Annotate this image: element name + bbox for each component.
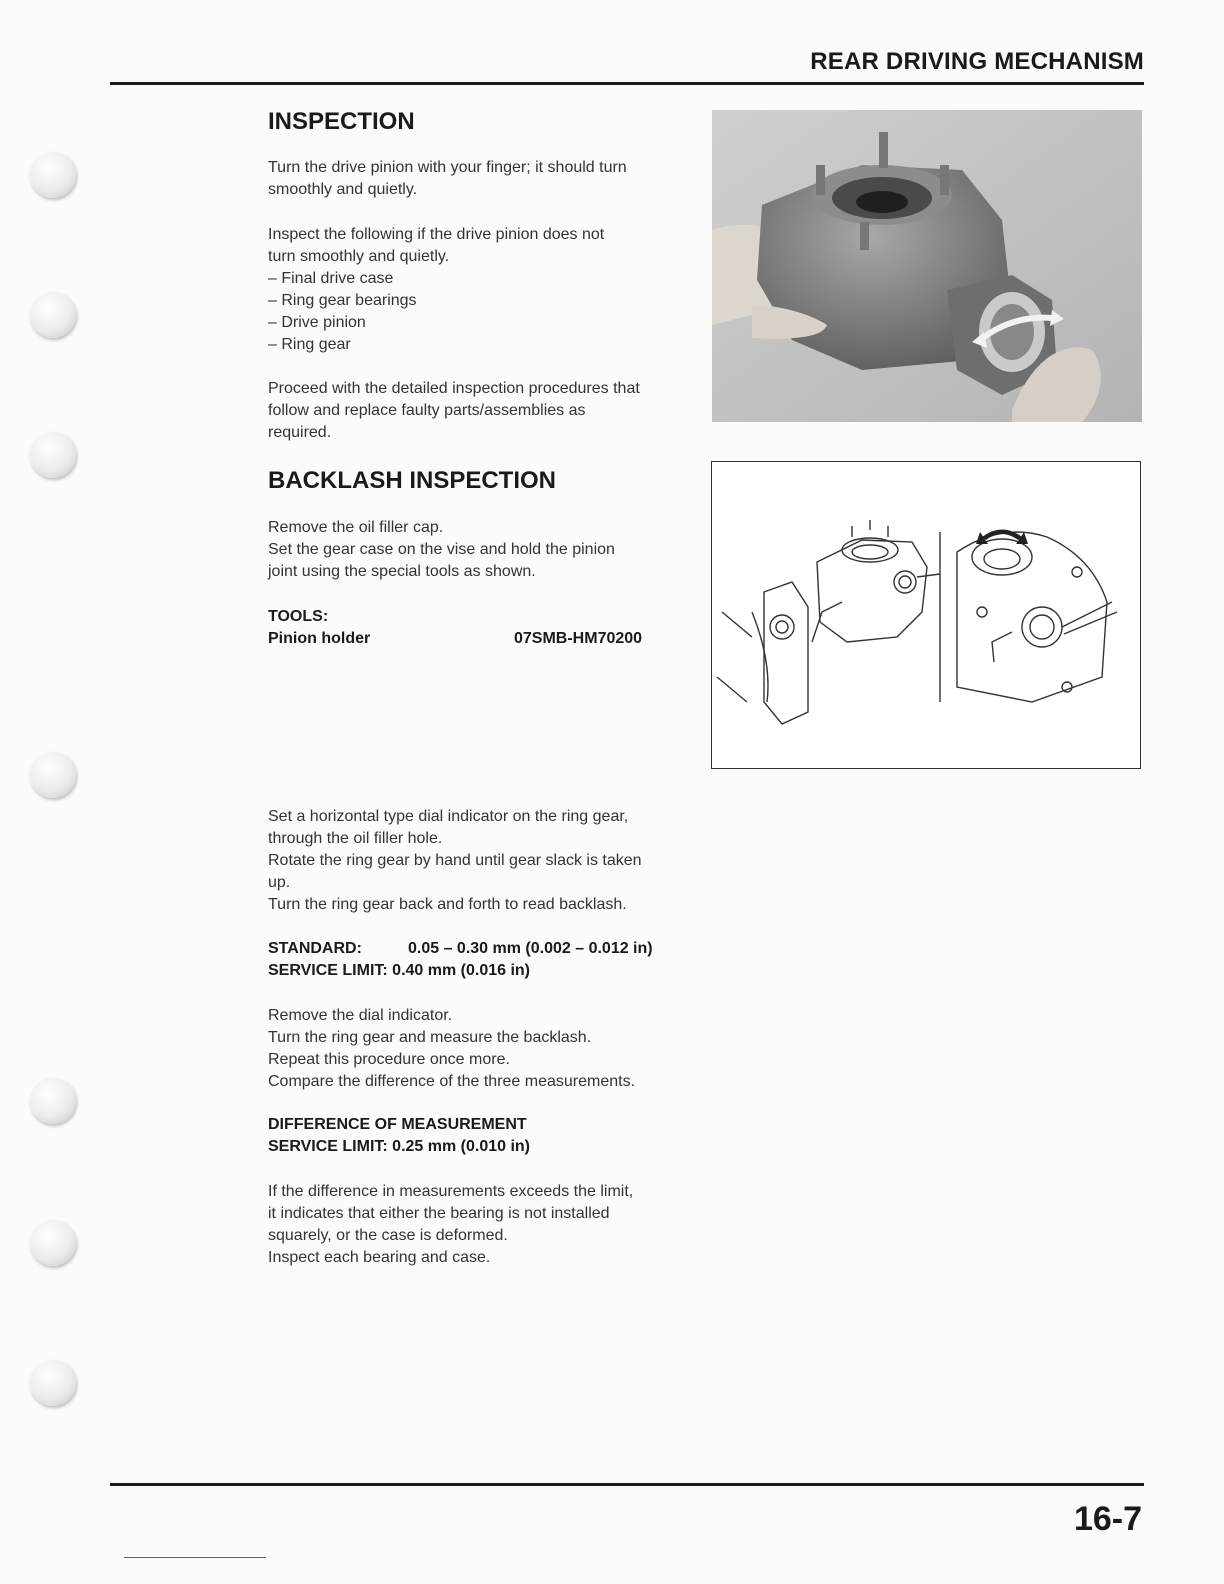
text-line: it indicates that either the bearing is not installed — [268, 1205, 610, 1222]
text-line: Repeat this procedure once more. — [268, 1051, 510, 1068]
difference-title: DIFFERENCE OF MEASUREMENT — [268, 1116, 527, 1133]
text-line: Set a horizontal type dial indicator on the ring gear, — [268, 808, 629, 825]
text-line: Remove the oil filler cap. — [268, 519, 444, 536]
punch-hole-4 — [30, 752, 76, 798]
text-line: up. — [268, 874, 291, 891]
link-underline — [124, 1557, 266, 1558]
inspection-paragraph-1 — [268, 157, 698, 201]
list-item: – Ring gear — [268, 336, 351, 353]
punch-hole-6 — [30, 1220, 76, 1266]
gear-case-photo — [712, 110, 1142, 422]
tool-code: 07SMB-HM70200 — [514, 630, 643, 647]
list-item: – Final drive case — [268, 270, 394, 287]
text-line: smoothly and quietly. — [268, 181, 418, 198]
text-line: required. — [268, 424, 332, 441]
punch-hole-3 — [30, 432, 76, 478]
text-line: Rotate the ring gear by hand until gear slack is taken — [268, 852, 642, 869]
text-line: Remove the dial indicator. — [268, 1007, 453, 1024]
backlash-inspection-diagram — [711, 461, 1141, 769]
punch-hole-1 — [30, 152, 76, 198]
footer-rule — [110, 1483, 1144, 1486]
text-line: Turn the ring gear and measure the backlash. — [268, 1029, 592, 1046]
backlash-paragraph-2 — [268, 806, 698, 916]
text-line: Inspect the following if the drive pinion does not — [268, 226, 605, 243]
text-line: follow and replace faulty parts/assemblies as — [268, 402, 586, 419]
backlash-paragraph-1 — [268, 517, 698, 583]
inspection-title: INSPECTION — [268, 108, 415, 135]
standard-value: 0.05 – 0.30 mm (0.002 – 0.012 in) — [408, 940, 653, 957]
text-line: Turn the drive pinion with your finger; it should turn — [268, 159, 627, 176]
text-line: turn smoothly and quietly. — [268, 248, 450, 265]
punch-hole-5 — [30, 1078, 76, 1124]
text-line: through the oil filler hole. — [268, 830, 443, 847]
difference-service-limit: SERVICE LIMIT: 0.25 mm (0.010 in) — [268, 1138, 531, 1155]
punch-hole-7 — [30, 1360, 76, 1406]
tool-name: Pinion holder — [268, 630, 371, 647]
text-line: squarely, or the case is deformed. — [268, 1227, 508, 1244]
page-number: 16-7 — [1073, 1500, 1142, 1538]
backlash-paragraph-3 — [268, 1005, 698, 1093]
text-line: Compare the difference of the three measurements. — [268, 1073, 636, 1090]
text-line: If the difference in measurements exceeds the limit, — [268, 1183, 634, 1200]
list-item: – Drive pinion — [268, 314, 366, 331]
list-item: – Ring gear bearings — [268, 292, 417, 309]
backlash-inspection-title: BACKLASH INSPECTION — [268, 467, 557, 494]
service-limit: SERVICE LIMIT: 0.40 mm (0.016 in) — [268, 962, 531, 979]
standard-label: STANDARD: — [268, 940, 362, 957]
punch-hole-2 — [30, 292, 76, 338]
text-line: joint using the special tools as shown. — [268, 563, 536, 580]
text-line: Set the gear case on the vise and hold the pinion — [268, 541, 615, 558]
text-line: Turn the ring gear back and forth to read backlash. — [268, 896, 627, 913]
text-line: Proceed with the detailed inspection procedures that — [268, 380, 640, 397]
text-line: Inspect each bearing and case. — [268, 1249, 491, 1266]
header-rule — [110, 82, 1144, 85]
inspection-paragraph-3 — [268, 378, 698, 444]
tools-label: TOOLS: — [268, 608, 329, 625]
backlash-paragraph-4 — [268, 1181, 698, 1269]
inspection-paragraph-2 — [268, 224, 698, 356]
page-header-title: REAR DRIVING MECHANISM — [810, 48, 1144, 75]
